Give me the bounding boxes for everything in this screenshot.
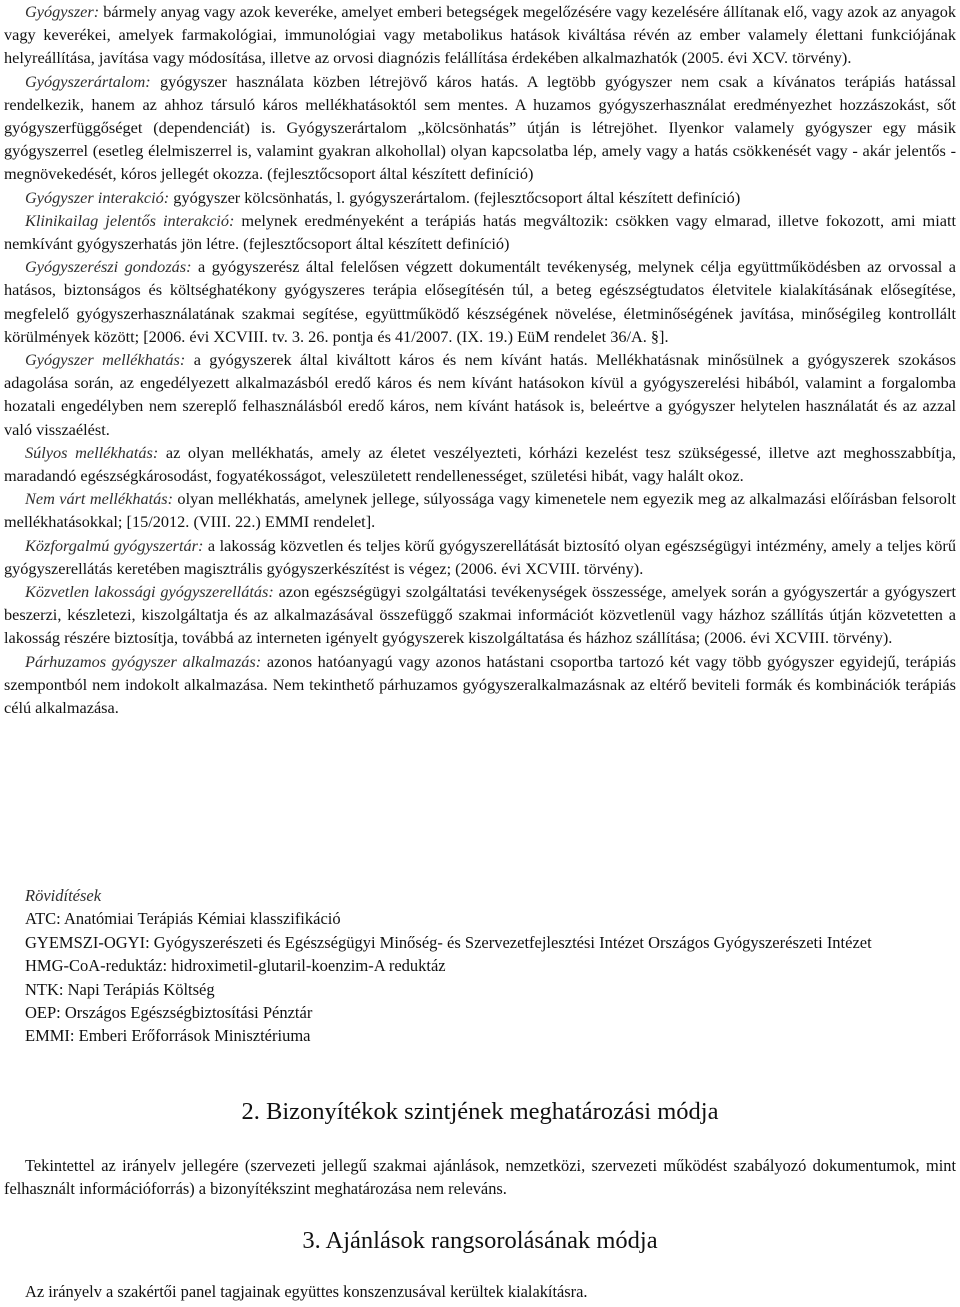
definition-term: Közforgalmú gyógyszertár: <box>25 535 204 555</box>
definition-text: azon egészségügyi szolgáltatási tevékenységek összessége, amelyek során a gyógyszertár a gyógyszert beszerzi, készletezi, kiszolgáltatja és az alkalmazásával összefüggő szakmai információt közvetlenül vagy házhoz szállítás útján közvetetten a lakosság részére biztosítja, továbbá az interneten igényelt gyógyszerek kiszolgáltatása és házhoz szállítása; (2006. évi XCVIII. törvény). <box>4 582 956 648</box>
definition-gyogyszerartalom <box>0 70 960 186</box>
abbreviation-item: GYEMSZI-OGYI: Gyógyszerészeti és Egészségügyi Minőség- és Szervezetfejlesztési Intézet Országos Gyógyszerészeti Intézet <box>25 932 872 952</box>
definition-term: Közvetlen lakossági gyógyszerellátás: <box>25 582 274 602</box>
abbreviations-heading: Rövidítések <box>25 886 102 905</box>
definition-term: Gyógyszer interakció: <box>25 187 170 207</box>
definition-nem-vart-mellekhatas <box>0 487 960 533</box>
definition-term: Párhuzamos gyógyszer alkalmazás: <box>25 651 262 671</box>
definition-text: bármely anyag vagy azok keveréke, amelyet emberi betegségek megelőzésére vagy kezelésére állítanak elő, vagy azok az anyagok vagy keverékei, amelyek farmakológiai, immunológiai vagy metabolikus hatások kiváltása révén az ember valamely élettani funkciójának helyreállítása, javítása vagy módosítása, illetve az orvosi diagnózis felállítása érdekében alkalmazhatók (2005. évi XCV. törvény). <box>4 2 956 68</box>
definition-kozvetlen-lakossagi-gyogyszerellatas <box>0 580 960 650</box>
definition-term: Klinikailag jelentős interakció: <box>25 210 235 230</box>
definition-text: azonos hatóanyagú vagy azonos hatástani csoportba tartozó két vagy több gyógyszer egyidejű, terápiás szempontból nem indokolt alkalmazása. Nem tekinthető párhuzamos gyógyszeralkalmazásnak az eltérő beviteli formák és kombinációk terápiás célú alkalmazása. <box>4 651 956 718</box>
abbreviation-item: ATC: Anatómiai Terápiás Kémiai klasszifikáció <box>25 909 341 929</box>
definition-text: melynek eredményeként a terápiás hatás megváltozik: csökken vagy elmarad, illetve fokozott, ami miatt nemkívánt gyógyszerhatás jön létre. (fejlesztőcsoport által készített definíció) <box>4 210 956 254</box>
abbreviations-section <box>0 884 960 1048</box>
definition-text: a gyógyszerek által kiváltott káros és nem kívánt hatás. Mellékhatásnak minősülnek a gyógyszerek szokásos adagolása során, az engedélyezett alkalmazásból eredő káros és nem kívánt hatásokon kívül a gyógyszerelési hibából, valamint a forgalomba hozatali engedélyben nem szereplő felhasználásból eredő káros, nem kívánt hatások is, beleértve a gyógyszer helytelen használatát és az azzal való visszaélést. <box>4 350 957 439</box>
definition-term: Gyógyszer mellékhatás: <box>25 350 186 370</box>
definition-term: Gyógyszerészi gondozás: <box>25 257 192 277</box>
definition-text: gyógyszer használata közben létrejövő káros hatás. A legtöbb gyógyszer nem csak a kívánatos terápiás hatással rendelkezik, hanem az ahhoz társuló káros mellékhatásoktól sem mentes. A huzamos gyógyszerhasználat eredményezhet hozzászokást, sőt gyógyszerfüggőséget (dependenciát) is. Gyógyszerártalom „kölcsönhatás” útján is létrejöhet. Ilyenkor valamely gyógyszer egy másik gyógyszerrel (esetleg élelmiszerrel is, valamint gyakran alkohollal) olyan kapcsolatba lép, amely vagy a hatás csökkenését vagy - akár jelentős - megnövekedését, kóros jellegét okozza. (fejlesztőcsoport által készített definíció) <box>4 71 956 184</box>
definition-term: Súlyos mellékhatás: <box>25 442 159 462</box>
definition-kozforgalmu-gyogyszertar <box>0 534 960 580</box>
definition-term: Gyógyszerártalom: <box>25 71 151 91</box>
definition-text: gyógyszer kölcsönhatás, l. gyógyszerártalom. (fejlesztőcsoport által készített definíció) <box>169 187 741 207</box>
section-2-heading: 2. Bizonyítékok szintjének meghatározási módja <box>241 1098 719 1125</box>
section-2-paragraph: Tekintettel az irányelv jellegére (szervezeti jellegű szakmai ajánlások, nemzetközi, szervezeti működést szabályozó dokumentumok, mint felhasznált információforrás) a bizonyítékszint meghatározása nem releváns. <box>4 1156 956 1199</box>
definition-parhuzamos-gyogyszer-alkalmazas <box>0 650 960 720</box>
abbreviation-item: EMMI: Emberi Erőforrások Minisztériuma <box>25 1026 311 1046</box>
definition-term: Gyógyszer: <box>25 2 100 21</box>
section-3-heading: 3. Ajánlások rangsorolásának módja <box>302 1227 658 1254</box>
definition-text: olyan mellékhatás, amelynek jellege, súlyossága vagy kimenetele nem egyezik meg az alkalmazási előírásban felsorolt mellékhatásokkal; [15/2012. (VIII. 22.) EMMI rendelet]. <box>4 489 956 532</box>
definition-term: Nem várt mellékhatás: <box>25 489 174 509</box>
abbreviation-item: OEP: Országos Egészségbiztosítási Pénztár <box>25 1003 313 1023</box>
definition-gyogyszer-mellekhatas <box>0 348 960 441</box>
definition-gyogyszer <box>0 0 960 70</box>
definition-gyogyszer-interakcio <box>0 186 960 209</box>
definition-text: a lakosság közvetlen és teljes körű gyógyszerellátását biztosító olyan egészségügyi intézmény, amely a teljes körű gyógyszerellátás keretében magisztrális gyógyszerkészítést is végez; (2006. évi XCVIII. törvény). <box>4 535 956 578</box>
section-3-paragraph: Az irányelv a szakértői panel tagjainak együttes konszenzusával kerültek kialakításra. <box>25 1282 588 1301</box>
definition-klinikailag-jelentos-interakcio <box>0 209 960 255</box>
abbreviation-item: NTK: Napi Terápiás Költség <box>25 979 215 999</box>
definition-sulyos-mellekhatas <box>0 441 960 487</box>
definition-gyogyszereszi-gondozas <box>0 255 960 348</box>
definition-text: a gyógyszerész által felelősen végzett dokumentált tevékenység, melynek célja együttműködésben az orvossal a hatásos, biztonságos és költséghatékony gyógyszeres terápia elősegítésén túl, a beteg egészségtudatos életvitele kialakításának elősegítése, megfelelő gyógyszerhasználatának szakmai segítése, együttműködő készségének növelése, életminőségének javítása, minőségileg kontrollált körülmények között; [2006. évi XCVIII. tv. 3. 26. pontja és 41/2007. (IX. 19.) EüM rendelet 36/A. §]. <box>4 257 957 346</box>
definition-text: az olyan mellékhatás, amely az életet veszélyezteti, kórházi kezelést tesz szükségessé, illetve azt meghosszabbítja, maradandó egészségkárosodást, fogyatékosságot, veleszületett rendellenességet, születési hibát, vagy halált okoz. <box>4 442 956 486</box>
abbreviation-item: HMG-CoA-reduktáz: hidroximetil-glutaril-koenzim-A reduktáz <box>25 956 446 976</box>
